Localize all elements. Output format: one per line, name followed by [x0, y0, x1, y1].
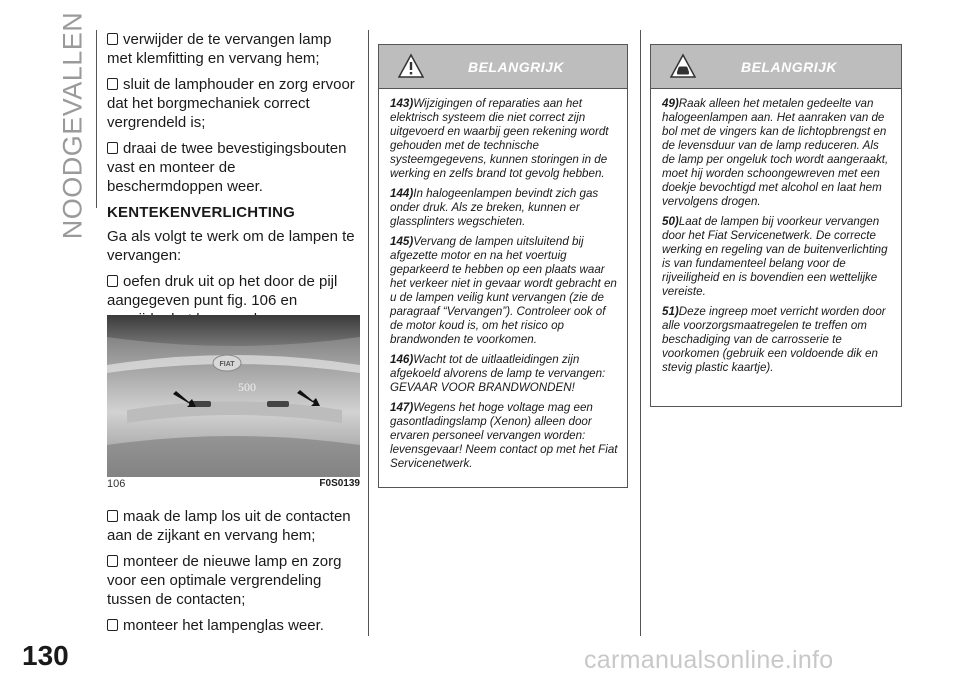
figure-number: 106 — [107, 478, 126, 490]
warning-box-title: BELANGRIJK — [467, 58, 564, 75]
list-item: monteer het lampenglas weer. — [107, 616, 355, 635]
column-divider — [368, 30, 369, 636]
checkbox-bullet-icon — [107, 555, 118, 567]
checkbox-bullet-icon — [107, 619, 118, 631]
warning-triangle-icon — [397, 53, 425, 79]
watermark-text: carmanualsonline.info — [584, 646, 834, 674]
warning-box-header — [651, 45, 901, 89]
warning-box-title: BELANGRIJK — [740, 58, 837, 75]
list-item: monteer de nieuwe lamp en zorg voor een optimale vergrendeling tussen de contacten; — [107, 553, 342, 608]
note-item: 51)Deze ingreep moet verricht worden door alle voorzorgsmaatregelen te treffen om beschadiging van de carrosserie te voorkomen (gebruik een voldoende dik en stevig plastic kaartje). — [662, 305, 886, 374]
list-item: draai de twee bevestigingsbouten vast en monteer de beschermdoppen weer. — [107, 140, 347, 195]
note-item: 50)Laat de lampen bij voorkeur vervangen door het Fiat Servicenetwerk. De correcte werking en regeling van de buitenverlichting is van fundamenteel belang voor de rijveiligheid en is bovendien een wettelijke vereiste. — [662, 215, 888, 298]
warning-box-body — [379, 89, 627, 471]
checkbox-bullet-icon — [107, 78, 118, 90]
note-item: 146)Wacht tot de uitlaatleidingen zijn afgekoeld alvorens de lamp te vervangen: GEVAAR VOOR BRANDWONDEN! — [390, 353, 606, 394]
side-divider — [96, 30, 97, 208]
figure-code: F0S0139 — [319, 478, 360, 489]
checkbox-bullet-icon — [107, 275, 118, 287]
warning-box-lamps — [650, 44, 902, 407]
intro-text: Ga als volgt te werk om de lampen te vervangen: — [107, 228, 355, 264]
list-item: maak de lamp los uit de contacten aan de zijkant en vervang hem; — [107, 508, 351, 544]
list-item: verwijder de te vervangen lamp met klemfitting en vervang hem; — [107, 31, 332, 67]
column-instructions-top — [107, 30, 355, 336]
column-instructions-bottom — [107, 507, 355, 642]
list-item: oefen druk uit op het door de pijl aangegeven punt fig. 106 en — [107, 273, 338, 309]
checkbox-bullet-icon — [107, 142, 118, 154]
warning-box-body — [651, 89, 901, 375]
plate-light-right — [267, 401, 289, 407]
model-badge-text: 500 — [238, 380, 256, 394]
note-item: 49)Raak alleen het metalen gedeelte van halogeenlampen aan. Het aanraken van de bol met de vingers kan de lichtopbrengst en de levensduur van de lamp reduceren. Als de lamp per ongeluk toch wordt aangeraakt, moet hij worden schoongewreven met een doekje bevochtigd met alcohol en laat hem vervolgens drogen. — [662, 97, 889, 208]
tailgate-photo — [107, 315, 360, 477]
car-warning-icon — [669, 53, 697, 79]
warning-box-header — [379, 45, 627, 89]
section-title-text: NOODGEVALLEN — [57, 11, 88, 239]
figure-license-plate-light — [107, 315, 360, 489]
note-item: 144)In halogeenlampen bevindt zich gas onder druk. Als ze breken, kunnen er glassplinters wegschieten. — [390, 187, 599, 228]
warning-box-electrical — [378, 44, 628, 488]
figure-caption — [107, 478, 360, 490]
checkbox-bullet-icon — [107, 510, 118, 522]
fiat-badge-text: FIAT — [219, 361, 235, 368]
note-item: 145)Vervang de lampen uitsluitend bij afgezette motor en na het voertuig geparkeerd te hebben op een plaats waar het verkeer niet in gevaar wordt gebracht en u de lampen veilig kunt vervangen (zie de paragraaf “Vervangen”). Controleer ook of de motor koud is, om het risico op brandwonden te voorkomen. — [390, 235, 617, 346]
list-item: sluit de lamphouder en zorg ervoor dat het borgmechaniek correct vergrendeld is; — [107, 76, 355, 131]
section-heading: KENTEKENVERLICHTING — [107, 204, 295, 221]
note-item: 147)Wegens het hoge voltage mag een gasontladingslamp (Xenon) alleen door ervaren personeel vervangen worden: levensgevaar! Neem contact op met het Fiat Servicenetwerk. — [390, 401, 618, 470]
column-divider — [640, 30, 641, 636]
checkbox-bullet-icon — [107, 33, 118, 45]
section-side-title — [56, 11, 90, 239]
page-number: 130 — [22, 640, 69, 671]
note-item: 143)Wijzigingen of reparaties aan het elektrisch systeem die niet correct zijn uitgevoerd en waarbij geen rekening wordt gehouden met de technische systeemgegevens, kunnen storingen in de werking en zelfs brand tot gevolg hebben. — [390, 97, 609, 180]
